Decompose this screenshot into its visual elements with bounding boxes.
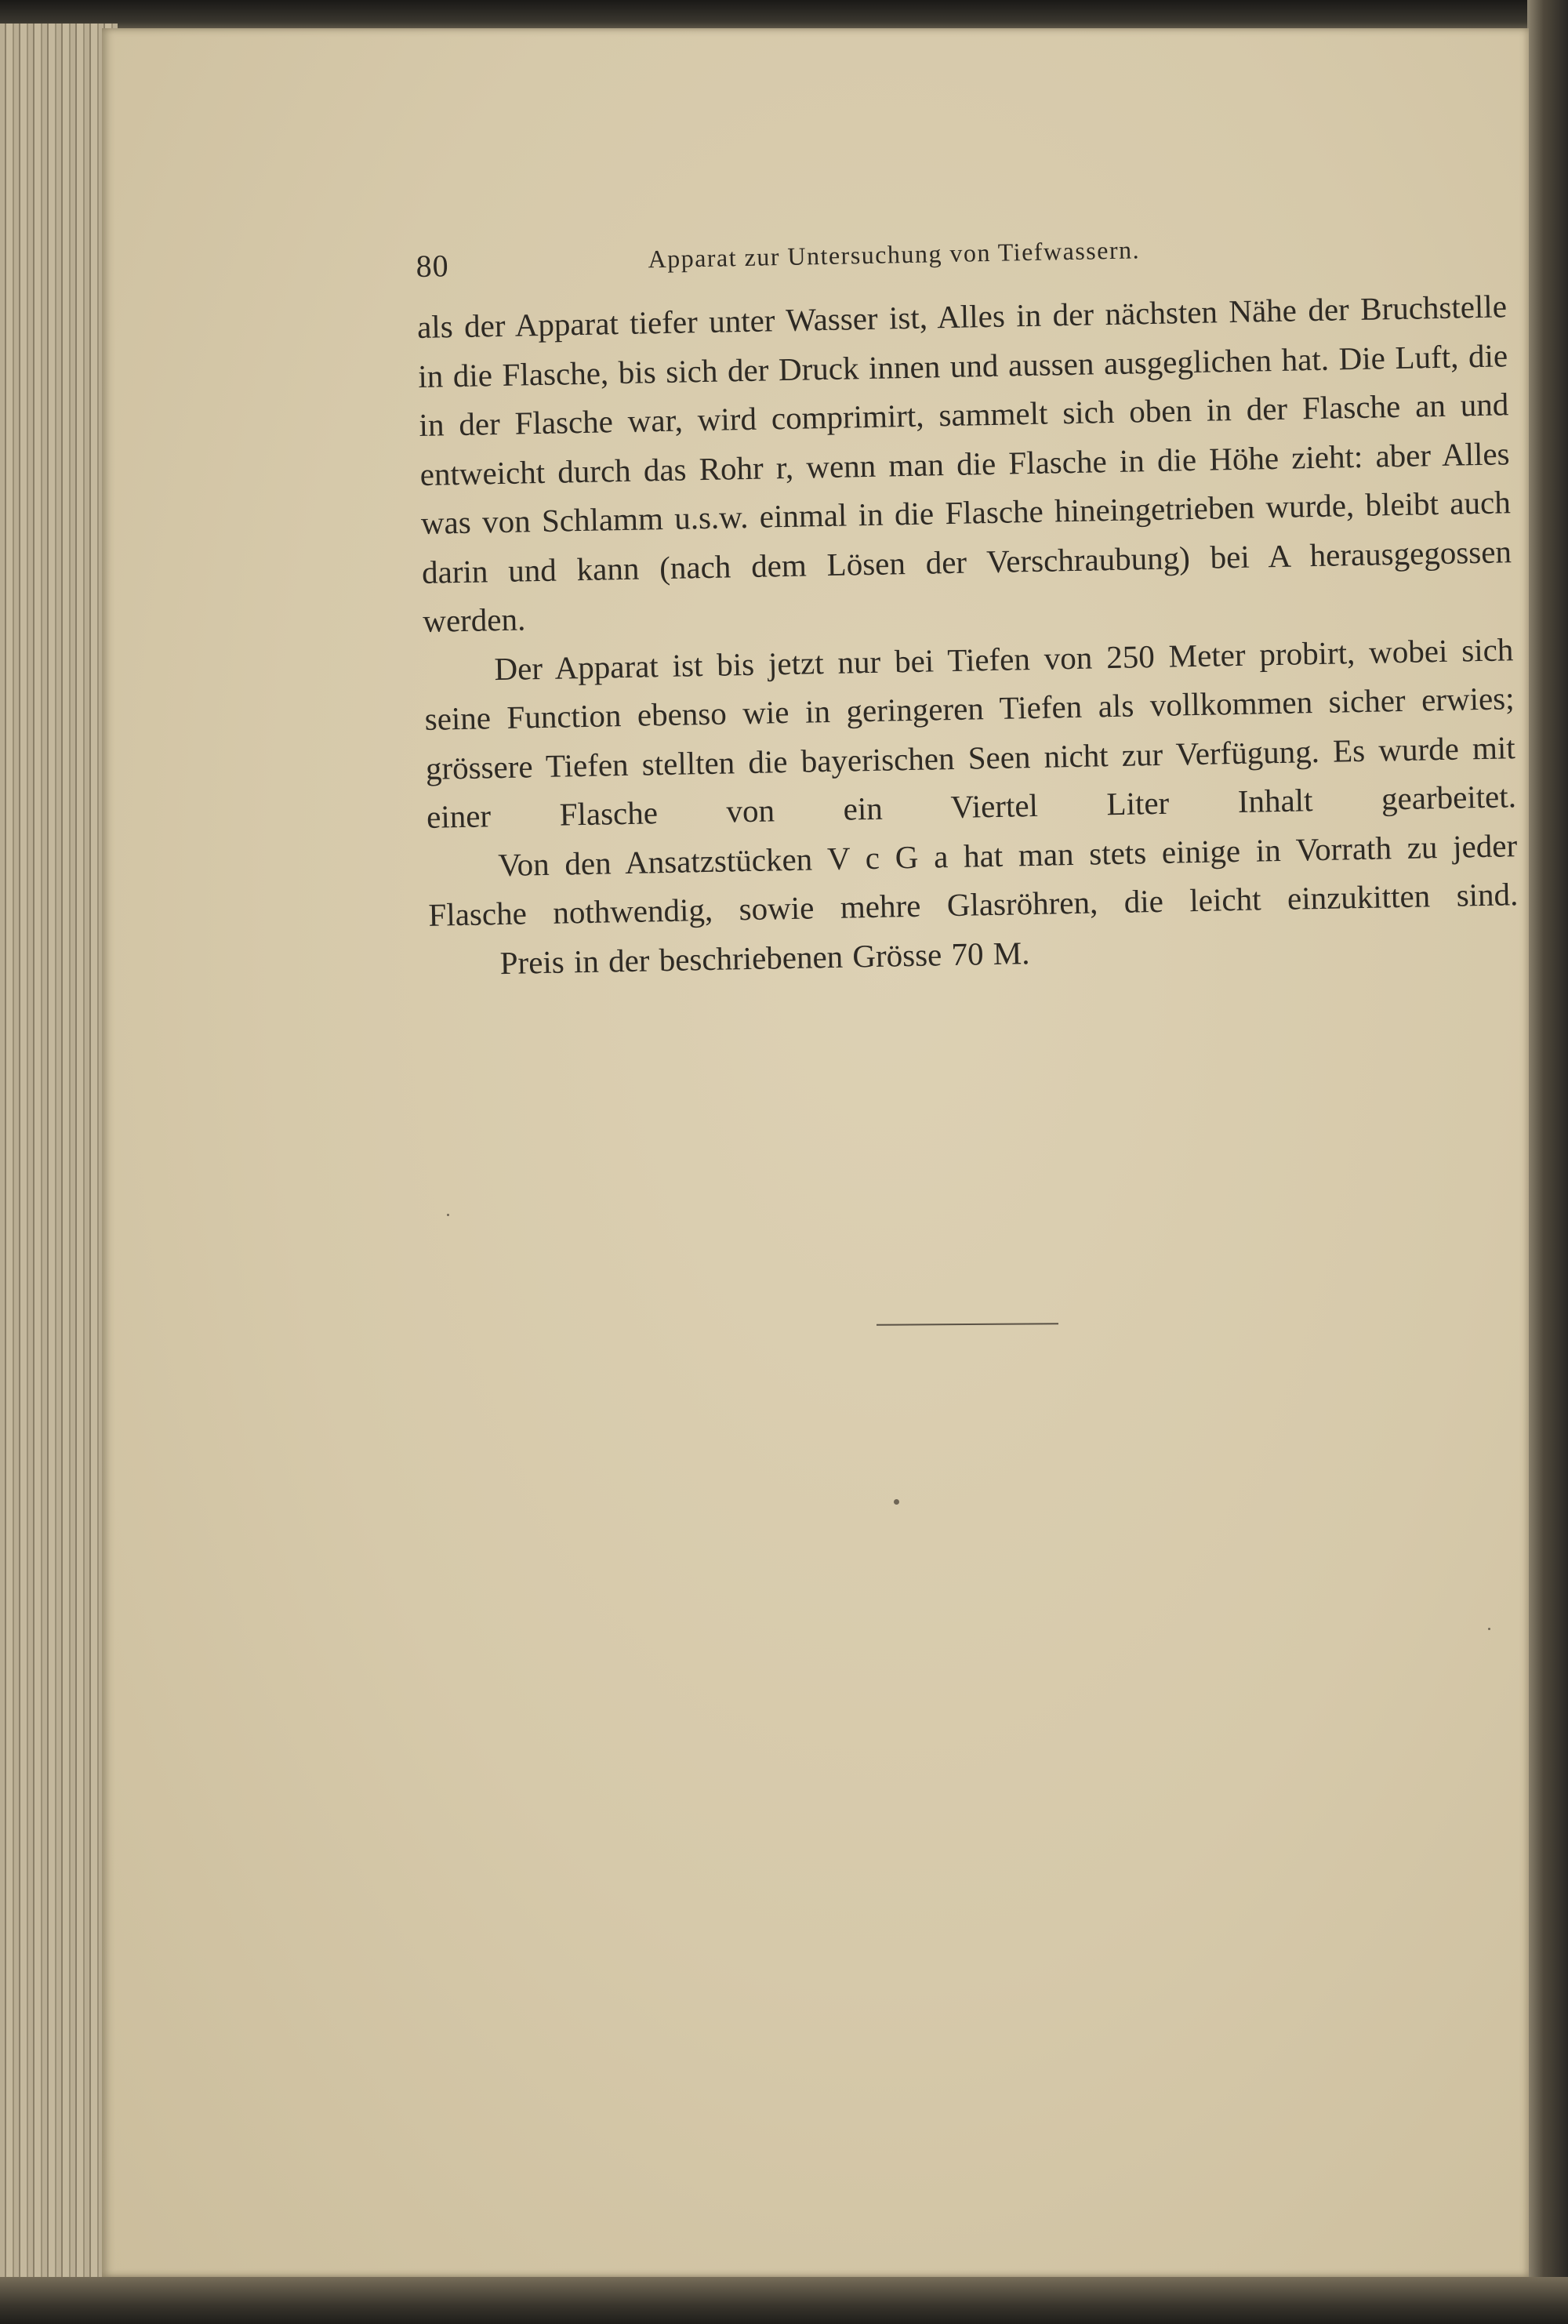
page-sheet [102,28,1529,2277]
paper-speck [447,1214,449,1216]
paragraph-1: als der Apparat tiefer unter Wasser ist, Alles in der nächsten Nähe der Bruchstelle in die Flasche, bis sich der Druck innen und aussen ausgeglichen hat. Die Luft, die in der Flasche war, wird comprimirt, sammelt sich oben in der Flasche an und entweicht durch das Rohr r, wenn man die Flasche in die Höhe zieht: aber Alles was von Schlamm u.s.w. einmal in die Flasche hineingetrieben wurde, bleibt auch darin und kann (nach dem Lösen der Verschraubung) bei A herausgegossen werden. [416,288,1512,639]
scan-right-border [1527,0,1568,2324]
paragraph-2: Der Apparat ist bis jetzt nur bei Tiefen von 250 Meter probirt, wobei sich seine Function ebenso wie in geringeren Tiefen als vollkommen sicher erwies; grössere Tiefen stellten die bayerischen Seen nicht zur Verfügung. Es wurde mit einer Flasche von ein Viertel Liter Inhalt gearbeitet. [424,630,1517,835]
scan-top-border [0,0,1568,31]
page-number: 80 [416,248,450,284]
paragraph-3: Von den Ansatzstücken V c G a hat man stets einige in Vorrath zu jeder Flasche nothwendig, sowie mehre Glasröhren, die leicht einzukitten sind. [428,826,1519,933]
page-content [416,219,1519,989]
paper-speck [1488,1628,1490,1630]
scan-bottom-border [0,2277,1568,2324]
running-title: Apparat zur Untersuchung von Tiefwassern. [648,235,1141,274]
paper-speck [894,1499,899,1505]
running-head [416,219,1506,287]
paragraph-4: Preis in der beschriebenen Grösse 70 M. [499,934,1030,981]
book-page-edges [0,24,118,2290]
section-end-rule [877,1323,1058,1326]
